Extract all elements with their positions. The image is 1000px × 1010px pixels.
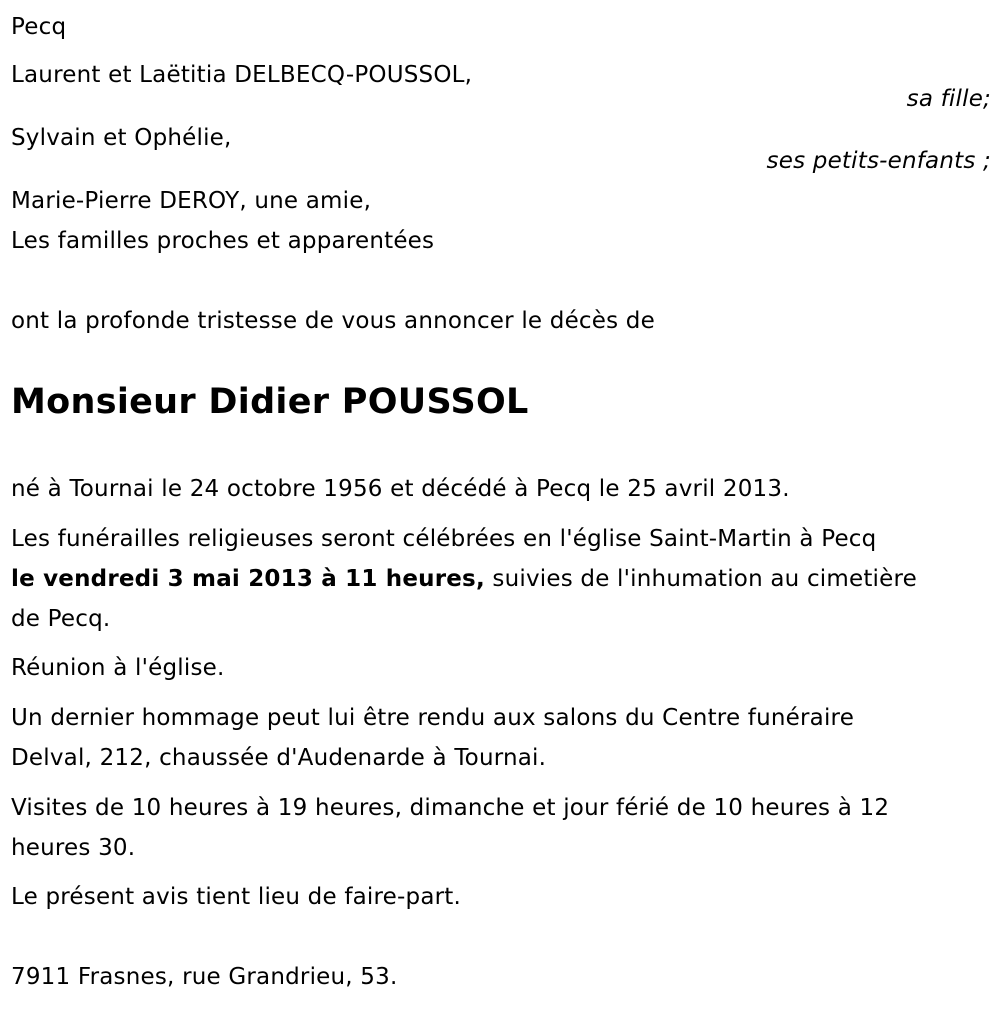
notice-text: Le présent avis tient lieu de faire-part. [11, 884, 462, 910]
funeral-date: le vendredi 3 mai 2013 à 11 heures, [11, 566, 485, 592]
deceased-name: Monsieur Didier POUSSOL [11, 382, 529, 422]
tribute-line-1: Un dernier hommage peut lui être rendu aux salons du Centre funéraire [11, 705, 855, 731]
visits-line-1: Visites de 10 heures à 19 heures, dimanche et jour férié de 10 heures à 12 [11, 795, 890, 821]
daughter-relation: sa fille; [906, 86, 991, 112]
grandchildren-relation: ses petits-enfants ; [766, 148, 991, 174]
grandchildren-text: Sylvain et Ophélie, [11, 125, 232, 151]
address-text: 7911 Frasnes, rue Grandrieu, 53. [11, 964, 398, 990]
funeral-line-1: Les funérailles religieuses seront célébrées en l'église Saint-Martin à Pecq [11, 526, 877, 552]
daughter-text: Laurent et Laëtitia DELBECQ-POUSSOL, [11, 62, 473, 88]
visits-line-2: heures 30. [11, 835, 136, 861]
meeting-text: Réunion à l'église. [11, 655, 225, 681]
funeral-line-2 [11, 565, 917, 593]
families-text: Les familles proches et apparentées [11, 228, 435, 254]
announcement-text: ont la profonde tristesse de vous annoncer le décès de [11, 308, 655, 334]
friend-text: Marie-Pierre DEROY, une amie, [11, 188, 372, 214]
funeral-line-3: de Pecq. [11, 606, 111, 632]
obituary-notice [11, 0, 993, 1010]
birth-death-text: né à Tournai le 24 octobre 1956 et décédé à Pecq le 25 avril 2013. [11, 476, 790, 502]
tribute-line-2: Delval, 212, chaussée d'Audenarde à Tournai. [11, 745, 547, 771]
funeral-line-2-rest: suivies de l'inhumation au cimetière [484, 566, 917, 592]
location-text: Pecq [11, 14, 67, 40]
